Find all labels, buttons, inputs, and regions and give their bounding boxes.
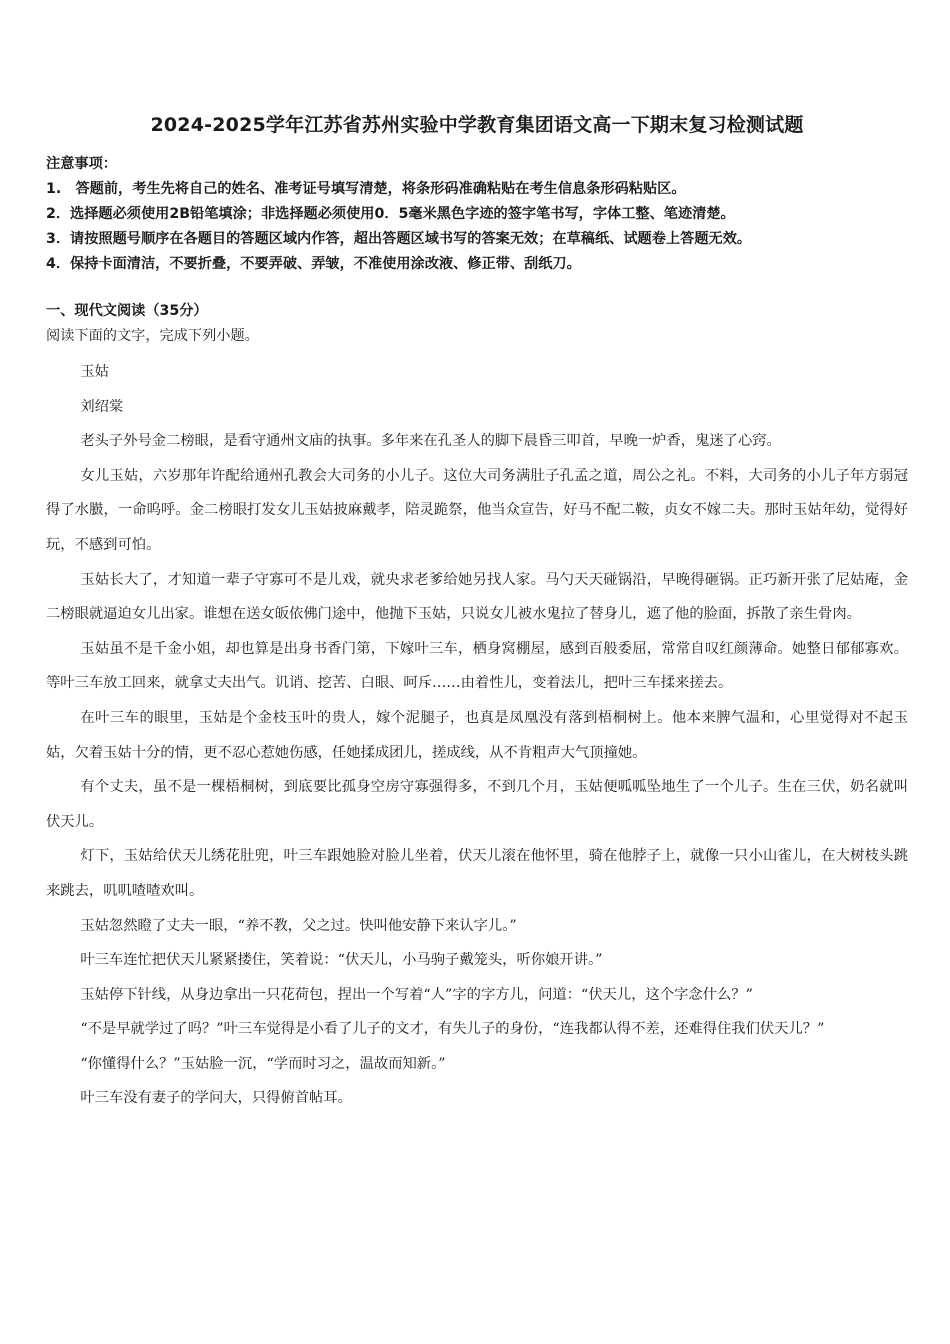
article-paragraph: 玉姑停下针线，从身边拿出一只花荷包，捏出一个写着“人”字的字方儿，问道：“伏天儿，这个字念什么？” <box>80 986 753 1003</box>
article-title: 玉姑 <box>80 364 109 380</box>
exam-title: 2024-2025学年江苏省苏州实验中学教育集团语文高一下期末复习检测试题 <box>150 114 804 136</box>
article-paragraph: 在叶三车的眼里，玉姑是个金枝玉叶的贵人，嫁个泥腿子，也真是凤凰没有落到梧桐树上。他本来脾气温和，心里觉得对不起玉姑，欠着玉姑十分的情，更不忍心惹她伤感，任她揉成团儿，搓成线，从不肯粗声大气顶撞她。 <box>46 709 908 761</box>
article-paragraph: 老头子外号金二榜眼，是看守通州文庙的执事。多年来在孔圣人的脚下晨昏三叩首，早晚一炉香，鬼迷了心窍。 <box>80 433 781 450</box>
article-paragraph: 玉姑忽然瞪了丈夫一眼，“养不教，父之过。快叫他安静下来认字儿。” <box>80 917 517 934</box>
article-paragraph: 叶三车没有妻子的学问大，只得俯首帖耳。 <box>80 1090 352 1107</box>
notice-item: 2．选择题必须使用2B铅笔填涂；非选择题必须使用0．5毫米黑色字迹的签字笔书写，字体工整、笔迹清楚。 <box>46 206 735 222</box>
article-paragraph: 有个丈夫，虽不是一棵梧桐树，到底要比孤身空房守寡强得多，不到几个月，玉姑便呱呱坠地生了一个儿子。生在三伏，奶名就叫伏天儿。 <box>46 779 908 830</box>
notice-item: 1. 答题前，考生先将自己的姓名、准考证号填写清楚，将条形码准确粘贴在考生信息条形码粘贴区。 <box>46 181 686 197</box>
article-paragraph: “不是早就学过了吗？”叶三车觉得是小看了儿子的文才，有失儿子的身份，“连我都认得不差，还难得住我们伏天儿？” <box>80 1021 825 1038</box>
notice-item: 4．保持卡面清洁，不要折叠，不要弄破、弄皱，不准使用涂改液、修正带、刮纸刀。 <box>46 256 581 272</box>
article-author: 刘绍棠 <box>80 398 124 415</box>
notice-item: 3．请按照题号顺序在各题目的答题区域内作答，超出答题区域书写的答案无效；在草稿纸、试题卷上答题无效。 <box>46 231 752 247</box>
section-heading: 一、现代文阅读（35分） <box>46 303 208 319</box>
article-paragraph: 叶三车连忙把伏天儿紧紧搂住，笑着说：“伏天儿，小马驹子戴笼头，听你娘开讲。” <box>80 952 603 969</box>
section-instruction: 阅读下面的文字，完成下列小题。 <box>46 328 259 344</box>
article-paragraph: 灯下，玉姑给伏天儿绣花肚兜，叶三车跟她脸对脸儿坐着，伏天儿滚在他怀里，骑在他脖子上，就像一只小山雀儿，在大树枝头跳来跳去，叽叽喳喳欢叫。 <box>46 848 908 899</box>
article-paragraph: 玉姑虽不是千金小姐，却也算是出身书香门第，下嫁叶三车，栖身窝棚屋，感到百般委屈，常常自叹红颜薄命。她整日郁郁寡欢。等叶三车放工回来，就拿丈夫出气。讥诮、挖苦、白眼、呵斥……由着性儿，变着法儿，把叶三车揉来搓去。 <box>46 640 908 692</box>
notice-heading: 注意事项： <box>46 156 117 172</box>
reading-article <box>46 355 908 1116</box>
article-paragraph: “你懂得什么？”玉姑脸一沉，“学而时习之，温故而知新。” <box>80 1055 446 1072</box>
article-paragraph: 玉姑长大了，才知道一辈子守寡可不是儿戏，就央求老爹给她另找人家。马勺天天碰锅沿，早晚得砸锅。正巧新开张了尼姑庵，金二榜眼就逼迫女儿出家。谁想在送女皈依佛门途中，他抛下玉姑，只说女儿被水鬼拉了替身儿，遮了他的脸面，拆散了亲生骨肉。 <box>46 571 908 623</box>
notice-block <box>46 152 908 277</box>
article-paragraph: 女儿玉姑，六岁那年许配给通州孔教会大司务的小儿子。这位大司务满肚子孔孟之道，周公之礼。不料，大司务的小儿子年方弱冠得了水臌，一命呜呼。金二榜眼打发女儿玉姑披麻戴孝，陪灵跪祭，他当众宣告，好马不配二鞍，贞女不嫁二夫。那时玉姑年幼，觉得好玩，不感到可怕。 <box>46 467 908 553</box>
